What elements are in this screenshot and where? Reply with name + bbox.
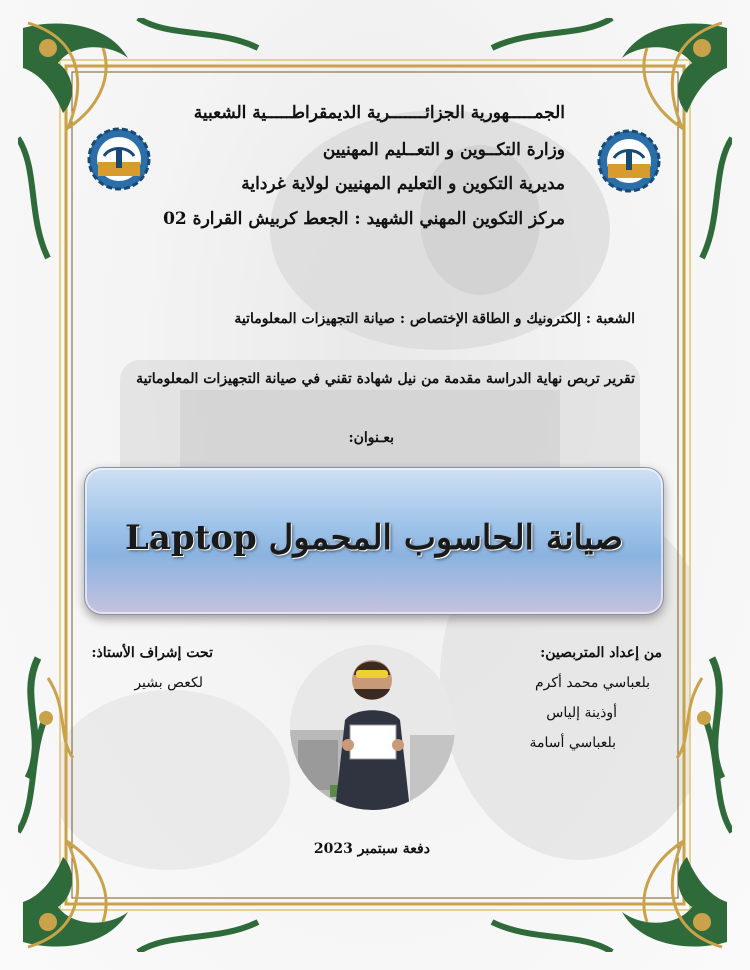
- title-label: بعـنوان:: [348, 430, 394, 446]
- specialty-text: الإختصاص : صيانة التجهيزات المعلوماتية: [234, 311, 468, 327]
- branch-text: الشعبة : إلكترونيك و الطاقة: [471, 311, 635, 327]
- technician-photo: [290, 645, 455, 810]
- header-line-republic: الجمـــــهورية الجزائـــــــرية الديمقراطـــــية الشعبية: [193, 103, 565, 123]
- supervisor-name: لكعص بشير: [134, 675, 203, 691]
- header-line-center: مركز التكوين المهني الشهيد : الجعط كربيش القرارة 02: [163, 209, 565, 229]
- technician-illustration: [290, 645, 455, 810]
- trainee-name-3: بلعباسي أسامة: [529, 735, 616, 751]
- gear-logo-right-icon: [596, 128, 662, 194]
- header-line-ministry: وزارة التكــوين و التعــليم المهنيين: [322, 140, 565, 160]
- supervisor-label: تحت إشراف الأستاذ:: [91, 645, 213, 661]
- cohort-text: دفعة سبتمبر 2023: [313, 841, 430, 857]
- trainees-label: من إعداد المتربصين:: [540, 645, 662, 661]
- gear-logo-left-icon: [86, 126, 152, 192]
- title-banner: [84, 467, 664, 615]
- report-description: تقرير تربص نهاية الدراسة مقدمة من نيل شهادة تقني في صيانة التجهيزات المعلوماتية: [136, 371, 635, 387]
- header-line-directorate: مديرية التكوين و التعليم المهنيين لولاية غرداية: [241, 174, 565, 194]
- trainee-name-2: أوذينة إلياس: [546, 705, 617, 721]
- trainee-name-1: بلعباسي محمد أكرم: [534, 675, 650, 691]
- report-title: صيانة الحاسوب المحمول Laptop: [124, 518, 624, 558]
